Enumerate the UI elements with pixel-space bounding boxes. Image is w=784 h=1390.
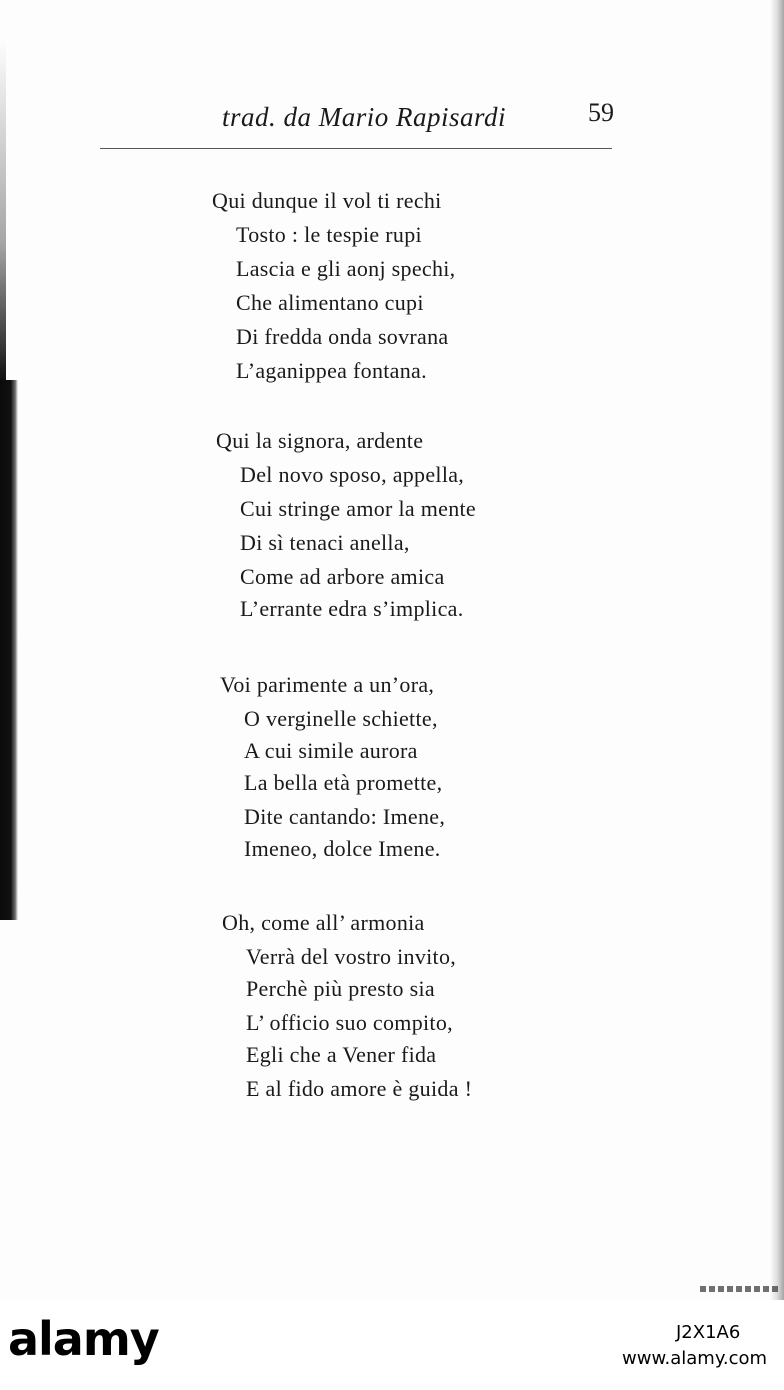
- verse-line: Qui dunque il vol ti rechi: [212, 188, 442, 213]
- verse-line: La bella età promette,: [244, 770, 443, 795]
- verse-line: Dite cantando: Imene,: [244, 804, 446, 829]
- ink-smudge: [700, 1286, 780, 1292]
- verse-line: Come ad arbore amica: [240, 564, 445, 589]
- verse-line: L’ officio suo compito,: [246, 1010, 453, 1035]
- verse-line: Oh, come all’ armonia: [222, 910, 425, 935]
- verse-line: Lascia e gli aonj spechi,: [236, 256, 456, 281]
- verse-line: E al fido amore è guida !: [246, 1076, 473, 1101]
- verse-line: Voi parimente a un’ora,: [220, 672, 435, 697]
- watermark-image-id: J2X1A6: [676, 1322, 741, 1343]
- verse-line: Del novo sposo, appella,: [240, 462, 465, 487]
- verse-line: Qui la signora, ardente: [216, 428, 424, 453]
- watermark-url: www.alamy.com: [622, 1348, 768, 1369]
- verse-line: Egli che a Vener fida: [246, 1042, 437, 1067]
- page-number: 59: [588, 98, 614, 127]
- binding-shadow-top: [0, 40, 6, 380]
- verse-line: Perchè più presto sia: [246, 976, 435, 1001]
- verse-line: Verrà del vostro invito,: [246, 944, 457, 969]
- verse-line: Imeneo, dolce Imene.: [244, 836, 441, 861]
- watermark-logo: alamy: [8, 1312, 159, 1366]
- header-rule: [100, 148, 612, 149]
- running-head: trad. da Mario Rapisardi: [222, 102, 507, 132]
- verse-line: Cui stringe amor la mente: [240, 496, 476, 521]
- page-edge-shadow: [770, 0, 784, 1300]
- verse-line: Di sì tenaci anella,: [240, 530, 410, 555]
- verse-line: Che alimentano cupi: [236, 290, 424, 315]
- verse-line: L’aganippea fontana.: [236, 358, 427, 383]
- verse-line: Tosto : le tespie rupi: [236, 222, 422, 247]
- verse-line: Di fredda onda sovrana: [236, 324, 449, 349]
- verse-line: O verginelle schiette,: [244, 706, 438, 731]
- binding-shadow: [0, 380, 18, 920]
- verse-line: L’errante edra s’implica.: [240, 596, 464, 621]
- verse-line: A cui simile aurora: [244, 738, 418, 763]
